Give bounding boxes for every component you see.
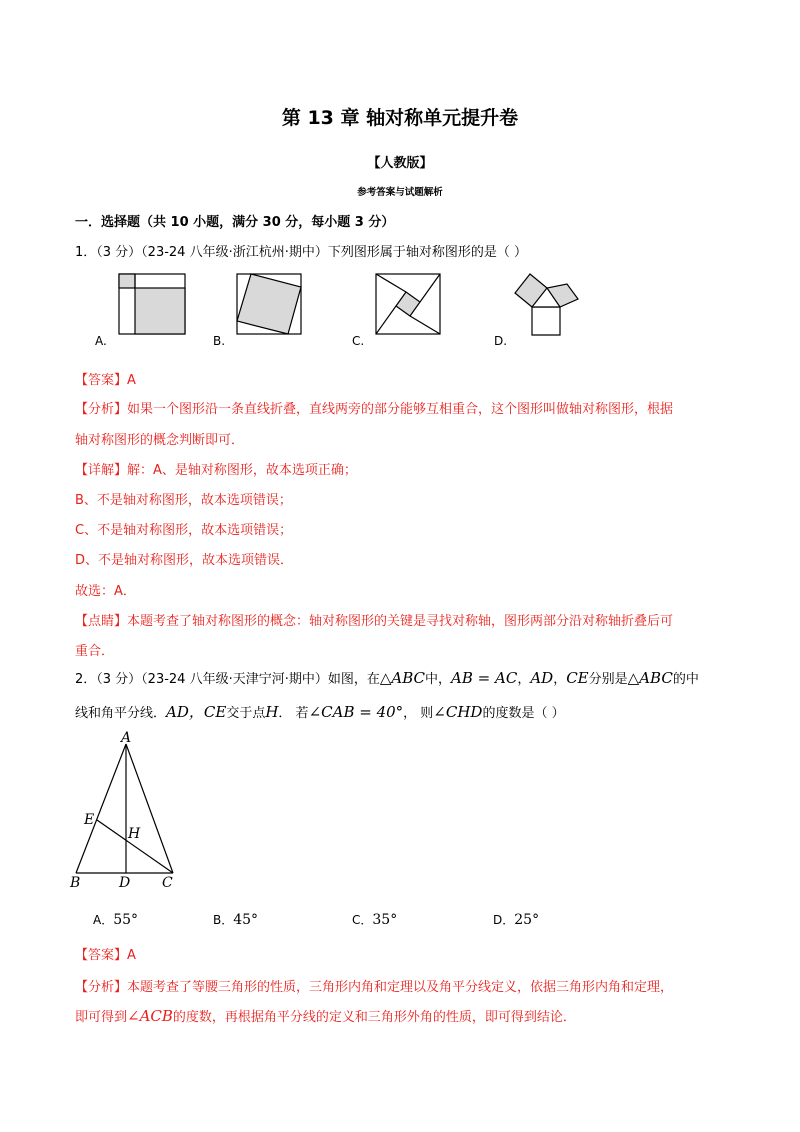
q2-stem-line-2 bbox=[75, 701, 565, 722]
q2-stem-text: 2．（3 分）（23-24 八年级·天津宁河·期中）如图，在 bbox=[75, 672, 380, 687]
q2-stem-text: ， bbox=[517, 672, 531, 687]
option-value: 55° bbox=[113, 912, 139, 928]
q2-triangle-figure bbox=[66, 728, 186, 890]
q2-answer: 【答案】A bbox=[75, 948, 136, 963]
q1-comment-line-2: 重合． bbox=[75, 644, 115, 659]
analysis-text: 的度数，再根据角平分线的定义和三角形外角的性质，即可得到结论． bbox=[172, 1010, 576, 1025]
q1-detail-line-1: 【详解】解：A、是轴对称图形，故本选项正确； bbox=[75, 463, 357, 478]
q1-option-a: A. bbox=[95, 334, 107, 348]
q1-figure-d bbox=[512, 270, 580, 338]
q2-analysis-line-2 bbox=[75, 1006, 576, 1025]
label-c: C bbox=[162, 875, 173, 891]
q2-stem-text: ． 若 bbox=[278, 706, 309, 721]
label-d: D bbox=[119, 875, 131, 891]
q1-detail-line-3: C、不是轴对称图形，故本选项错误； bbox=[75, 523, 293, 538]
q1-figure-c bbox=[375, 273, 441, 335]
q2-option-d bbox=[493, 911, 539, 928]
q2-stem-line-1 bbox=[75, 668, 699, 687]
q2-option-a bbox=[93, 911, 138, 928]
q2-stem-text: 线和角平分线． bbox=[75, 706, 167, 721]
option-letter: B． bbox=[213, 913, 234, 927]
q2-stem-text: ， 则 bbox=[403, 706, 434, 721]
q1-option-c: C. bbox=[352, 334, 365, 348]
q1-option-d: D. bbox=[494, 334, 508, 348]
q1-analysis-line-2: 轴对称图形的概念判断即可． bbox=[75, 433, 245, 448]
q2-option-c bbox=[352, 911, 397, 928]
segment-ad: AD bbox=[530, 669, 554, 687]
q2-stem-text: 分别是 bbox=[588, 672, 628, 687]
q1-comment-line-1: 【点睛】本题考查了轴对称图形的概念：轴对称图形的关键是寻找对称轴，图形两部分沿对称轴折叠后可 bbox=[75, 614, 674, 629]
q1-figure-a bbox=[118, 273, 186, 335]
q2-stem-text: ， bbox=[553, 672, 567, 687]
q1-answer: 【答案】A bbox=[75, 373, 136, 388]
angle-chd: ∠CHD bbox=[433, 703, 483, 721]
label-h: H bbox=[128, 826, 141, 842]
ad-ce: AD，CE bbox=[166, 703, 227, 721]
option-value: 35° bbox=[372, 912, 398, 928]
subtitle: 参考答案与试题解析 bbox=[357, 187, 443, 198]
option-letter: C． bbox=[352, 913, 373, 927]
analysis-text: 即可得到 bbox=[75, 1010, 128, 1025]
page-title: 第 13 章 轴对称单元提升卷 bbox=[281, 107, 519, 129]
angle-cab: ∠CAB = 40° bbox=[308, 703, 404, 721]
option-value: 25° bbox=[514, 912, 540, 928]
q2-analysis-line-1: 【分析】本题考查了等腰三角形的性质，三角形内角和定理以及角平分线定义，依据三角形内角和定理， bbox=[75, 980, 674, 995]
triangle-abc: △ABC bbox=[379, 669, 426, 687]
ab-equals-ac: AB = AC bbox=[451, 669, 518, 687]
q2-stem-text: 中， bbox=[425, 672, 452, 687]
option-letter: D． bbox=[493, 913, 515, 927]
angle-acb: ∠ACB bbox=[127, 1007, 173, 1025]
q2-stem-text: 交于点 bbox=[226, 706, 266, 721]
q2-stem-text: 的度数是（ ） bbox=[482, 706, 565, 721]
option-letter: A． bbox=[93, 913, 114, 927]
q1-option-b: B. bbox=[213, 334, 226, 348]
q1-analysis-line-1: 【分析】如果一个图形沿一条直线折叠，直线两旁的部分能够互相重合，这个图形叫做轴对称图形，根据 bbox=[75, 402, 674, 417]
q2-option-b bbox=[213, 911, 258, 928]
option-value: 45° bbox=[233, 912, 259, 928]
label-a: A bbox=[121, 730, 132, 746]
q1-choice: 故选：A． bbox=[75, 584, 136, 599]
point-h: H bbox=[265, 703, 279, 721]
q2-stem-text: 的中 bbox=[672, 672, 699, 687]
edition-label: 【人教版】 bbox=[367, 156, 433, 171]
label-b: B bbox=[70, 875, 81, 891]
triangle-abc: △ABC bbox=[627, 669, 673, 687]
q1-detail-line-2: B、不是轴对称图形，故本选项错误； bbox=[75, 493, 292, 508]
segment-ce: CE bbox=[566, 669, 589, 687]
label-e: E bbox=[84, 812, 95, 828]
q1-detail-line-4: D、不是轴对称图形，故本选项错误． bbox=[75, 553, 294, 568]
q1-figure-b bbox=[236, 273, 302, 335]
q1-stem: 1．（3 分）（23-24 八年级·浙江杭州·期中）下列图形属于轴对称图形的是（ ） bbox=[75, 245, 527, 260]
section-heading: 一．选择题（共 10 小题，满分 30 分，每小题 3 分） bbox=[75, 215, 395, 230]
